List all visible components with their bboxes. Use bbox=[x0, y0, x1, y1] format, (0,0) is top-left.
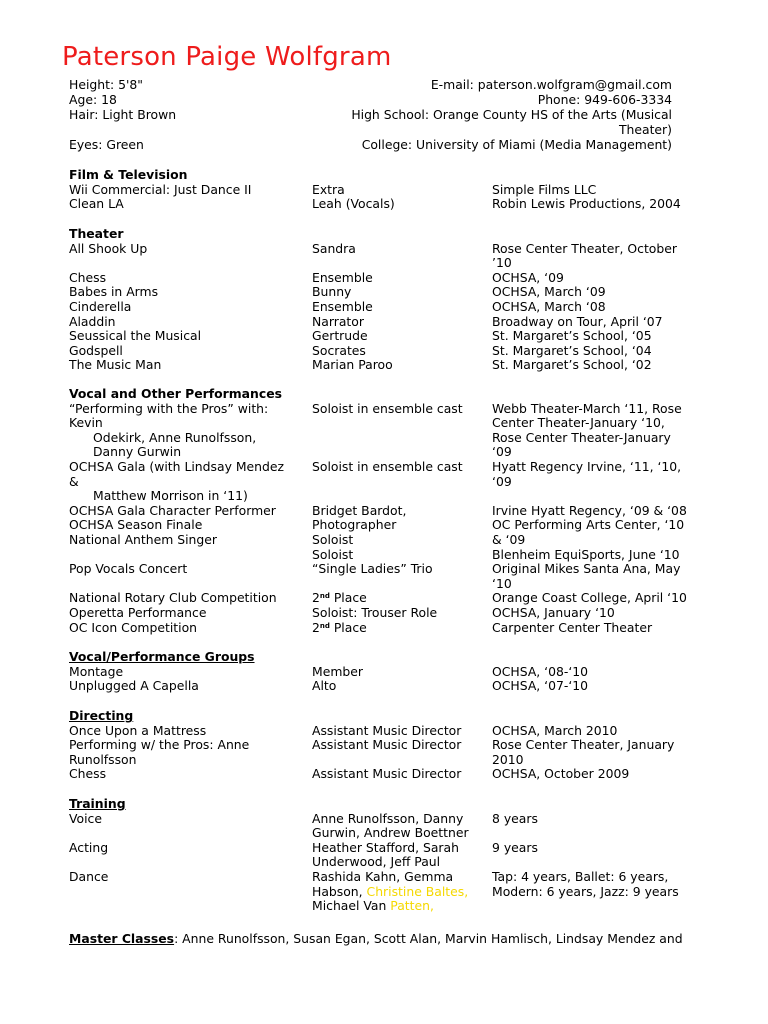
training-heading: Training bbox=[69, 796, 126, 811]
eyes-text: Eyes: Green bbox=[69, 137, 144, 152]
master-classes-label: Master Classes bbox=[69, 931, 175, 946]
training-years: 9 years bbox=[492, 839, 538, 855]
credit-role: Photographer bbox=[312, 517, 397, 533]
training-discipline: Voice bbox=[69, 810, 102, 826]
credit-venue bbox=[492, 242, 692, 271]
credit-title: Chess bbox=[69, 269, 107, 285]
master-classes-text: : Anne Runolfsson, Susan Egan, Scott Alan, Marvin Hamlisch, Lindsay Mendez and bbox=[174, 931, 683, 946]
credit-role: Ensemble bbox=[312, 298, 373, 314]
credit-venue bbox=[492, 402, 692, 460]
credit-title bbox=[69, 402, 312, 460]
credit-row bbox=[69, 665, 709, 680]
master-classes-line bbox=[69, 932, 683, 947]
role-line: Soloist bbox=[312, 531, 354, 547]
credit-title: Pop Vocals Concert bbox=[69, 561, 188, 577]
high-school-text: High School: Orange County HS of the Arts (Musical bbox=[351, 107, 672, 122]
age-text: Age: 18 bbox=[69, 92, 117, 107]
theater-heading: Theater bbox=[69, 226, 124, 241]
training-row bbox=[69, 870, 709, 914]
highlighted-teacher: Patten, bbox=[390, 898, 434, 914]
credit-title: Once Upon a Mattress bbox=[69, 722, 207, 738]
credit-role: Member bbox=[312, 663, 363, 679]
credit-venue: Simple Films LLC bbox=[492, 181, 597, 197]
title-line: Runolfsson bbox=[69, 751, 137, 767]
place-suffix: nd bbox=[319, 621, 330, 630]
venue-line: & ‘09 bbox=[492, 531, 526, 547]
credit-row bbox=[69, 197, 709, 212]
title-line: OCHSA Gala (with Lindsay Mendez bbox=[69, 458, 285, 474]
place-number: 2 bbox=[312, 619, 320, 635]
credit-role: Alto bbox=[312, 678, 337, 694]
venue-line: Center Theater-January ‘10, bbox=[492, 415, 665, 431]
credit-role: Soloist in ensemble cast bbox=[312, 400, 463, 416]
credit-title: National Anthem Singer bbox=[69, 531, 217, 547]
credit-role: Assistant Music Director bbox=[312, 766, 462, 782]
credit-title: OCHSA Gala Character Performer bbox=[69, 502, 276, 518]
credit-role bbox=[312, 621, 492, 636]
credit-venue bbox=[492, 518, 692, 533]
phone-text: Phone: 949-606-3334 bbox=[537, 92, 672, 107]
credit-title: Clean LA bbox=[69, 196, 124, 212]
training-discipline: Acting bbox=[69, 839, 109, 855]
venue-line: ’10 bbox=[492, 255, 512, 271]
teacher-text: Habson, bbox=[312, 883, 367, 899]
credit-title: All Shook Up bbox=[69, 240, 148, 256]
venue-line: Rose Center Theater, January bbox=[492, 737, 675, 753]
credit-role: Extra bbox=[312, 181, 345, 197]
credit-title: Chess bbox=[69, 766, 107, 782]
place-number: 2 bbox=[312, 590, 320, 606]
credit-row bbox=[69, 402, 709, 460]
credit-venue bbox=[492, 562, 692, 591]
credit-row bbox=[69, 344, 709, 359]
credit-role: Bridget Bardot, bbox=[312, 502, 407, 518]
credit-title bbox=[69, 460, 312, 504]
credit-venue bbox=[492, 738, 692, 767]
credit-title: Montage bbox=[69, 663, 124, 679]
title-line: & bbox=[69, 473, 79, 489]
credit-row bbox=[69, 591, 709, 606]
film-heading: Film & Television bbox=[69, 167, 188, 182]
venue-line: ‘09 bbox=[492, 473, 512, 489]
credit-venue: Carpenter Center Theater bbox=[492, 619, 653, 635]
credit-row bbox=[69, 724, 709, 739]
credit-row bbox=[69, 315, 709, 330]
training-row bbox=[69, 812, 709, 841]
venue-line: Original Mikes Santa Ana, May bbox=[492, 561, 681, 577]
credit-role bbox=[312, 533, 492, 562]
credit-row bbox=[69, 533, 709, 562]
high-school-text-cont: Theater) bbox=[618, 122, 672, 137]
credit-title: National Rotary Club Competition bbox=[69, 590, 277, 606]
credit-row bbox=[69, 271, 709, 286]
credit-role: Assistant Music Director bbox=[312, 737, 462, 753]
credit-row bbox=[69, 504, 709, 519]
teacher-line: Anne Runolfsson, Danny bbox=[312, 810, 464, 826]
credit-title: OCHSA Season Finale bbox=[69, 517, 203, 533]
credit-role: Assistant Music Director bbox=[312, 722, 462, 738]
years-line: Modern: 6 years, Jazz: 9 years bbox=[492, 883, 679, 899]
credit-title bbox=[69, 738, 312, 767]
credit-row bbox=[69, 562, 709, 591]
venue-line: 2010 bbox=[492, 751, 524, 767]
credit-role: “Single Ladies” Trio bbox=[312, 561, 433, 577]
credit-title: Godspell bbox=[69, 342, 123, 358]
teacher-line: Rashida Kahn, Gemma bbox=[312, 868, 454, 884]
credit-title: Seussical the Musical bbox=[69, 328, 202, 344]
film-section bbox=[69, 168, 709, 212]
credit-venue: OCHSA, January ‘10 bbox=[492, 604, 615, 620]
credit-title: Operetta Performance bbox=[69, 604, 207, 620]
credit-role: Marian Paroo bbox=[312, 357, 393, 373]
credit-venue: OCHSA, March ‘09 bbox=[492, 284, 606, 300]
credit-title: Aladdin bbox=[69, 313, 116, 329]
credit-venue: OCHSA, ‘07-‘10 bbox=[492, 678, 589, 694]
credit-role: Gertrude bbox=[312, 328, 368, 344]
credit-venue: Irvine Hyatt Regency, ‘09 & ‘08 bbox=[492, 502, 687, 518]
credit-venue: OCHSA, October 2009 bbox=[492, 766, 630, 782]
venue-line: Rose Center Theater-January ‘09 bbox=[492, 429, 671, 460]
teacher-line: Heather Stafford, Sarah bbox=[312, 839, 459, 855]
training-teachers bbox=[312, 841, 492, 870]
resume-name: Paterson Paige Wolfgram bbox=[62, 42, 392, 72]
credit-venue bbox=[492, 533, 692, 562]
credit-venue: OCHSA, March ‘08 bbox=[492, 298, 606, 314]
credit-venue: Robin Lewis Productions, 2004 bbox=[492, 196, 681, 212]
training-discipline: Dance bbox=[69, 868, 109, 884]
directing-heading: Directing bbox=[69, 708, 134, 723]
vocal-heading: Vocal and Other Performances bbox=[69, 386, 282, 401]
email-text: E-mail: paterson.wolfgram@gmail.com bbox=[430, 77, 672, 92]
venue-line: ‘10 bbox=[492, 575, 512, 591]
place-word: Place bbox=[329, 619, 367, 635]
credit-venue: OCHSA, March 2010 bbox=[492, 722, 618, 738]
venue-line: Blenheim EquiSports, June ‘10 bbox=[492, 546, 680, 562]
teacher-line: Underwood, Jeff Paul bbox=[312, 854, 441, 870]
credit-venue: St. Margaret’s School, ‘04 bbox=[492, 342, 652, 358]
highlighted-teacher: Christine Baltes, bbox=[366, 883, 469, 899]
training-years: 8 years bbox=[492, 810, 538, 826]
credit-venue: St. Margaret’s School, ‘02 bbox=[492, 357, 652, 373]
credit-venue: OCHSA, ‘09 bbox=[492, 269, 564, 285]
credit-role: Sandra bbox=[312, 240, 356, 256]
credit-title: Unplugged A Capella bbox=[69, 678, 199, 694]
teacher-line: Gurwin, Andrew Boettner bbox=[312, 825, 469, 841]
credit-role: Narrator bbox=[312, 313, 364, 329]
title-line: “Performing with the Pros” with: bbox=[69, 400, 269, 416]
teacher-text: Michael Van bbox=[312, 898, 391, 914]
teacher-line bbox=[312, 885, 492, 900]
years-line: Tap: 4 years, Ballet: 6 years, bbox=[492, 868, 669, 884]
credit-row bbox=[69, 518, 709, 533]
credit-venue: St. Margaret’s School, ‘05 bbox=[492, 328, 652, 344]
title-line: Matthew Morrison in ‘11) bbox=[93, 488, 248, 504]
credit-role: Ensemble bbox=[312, 269, 373, 285]
credit-title: The Music Man bbox=[69, 357, 162, 373]
credit-row bbox=[69, 285, 709, 300]
place-suffix: nd bbox=[319, 592, 330, 601]
training-years bbox=[492, 870, 692, 914]
credit-title: Babes in Arms bbox=[69, 284, 159, 300]
training-row bbox=[69, 841, 709, 870]
credit-role: Bunny bbox=[312, 284, 352, 300]
credit-title: Wii Commercial: Just Dance II bbox=[69, 181, 252, 197]
vocal-section bbox=[69, 387, 709, 635]
credit-role: Leah (Vocals) bbox=[312, 196, 395, 212]
credit-title: Cinderella bbox=[69, 298, 132, 314]
credit-role: Socrates bbox=[312, 342, 366, 358]
height-text: Height: 5'8" bbox=[69, 77, 143, 92]
credit-row bbox=[69, 329, 709, 344]
title-line: Danny Gurwin bbox=[93, 444, 182, 460]
credit-row bbox=[69, 460, 709, 504]
credit-row bbox=[69, 679, 709, 694]
role-line: Soloist bbox=[312, 546, 354, 562]
credit-row bbox=[69, 242, 709, 271]
theater-section bbox=[69, 227, 709, 373]
venue-line: Webb Theater-March ‘11, Rose bbox=[492, 400, 682, 416]
teacher-line bbox=[312, 899, 492, 914]
place-word: Place bbox=[329, 590, 367, 606]
credit-row bbox=[69, 606, 709, 621]
credit-row bbox=[69, 358, 709, 373]
title-line: Performing w/ the Pros: Anne bbox=[69, 737, 250, 753]
credit-role: Soloist in ensemble cast bbox=[312, 458, 463, 474]
groups-heading: Vocal/Performance Groups bbox=[69, 649, 255, 664]
credit-venue: OCHSA, ‘08-‘10 bbox=[492, 663, 589, 679]
directing-section bbox=[69, 709, 709, 782]
credit-title: OC Icon Competition bbox=[69, 619, 198, 635]
training-teachers bbox=[312, 870, 492, 914]
credit-role: Soloist: Trouser Role bbox=[312, 604, 438, 620]
training-section bbox=[69, 797, 709, 914]
training-teachers bbox=[312, 812, 492, 841]
groups-section bbox=[69, 650, 709, 694]
credit-venue: Broadway on Tour, April ‘07 bbox=[492, 313, 663, 329]
venue-line: OC Performing Arts Center, ‘10 bbox=[492, 517, 685, 533]
venue-line: Hyatt Regency Irvine, ‘11, ‘10, bbox=[492, 458, 682, 474]
credit-row bbox=[69, 738, 709, 767]
credit-role bbox=[312, 591, 492, 606]
credit-row bbox=[69, 767, 709, 782]
credit-row bbox=[69, 300, 709, 315]
college-text: College: University of Miami (Media Management) bbox=[361, 137, 672, 152]
hair-text: Hair: Light Brown bbox=[69, 107, 177, 122]
credit-row bbox=[69, 183, 709, 198]
credit-venue: Orange Coast College, April ‘10 bbox=[492, 590, 687, 606]
title-line: Kevin bbox=[69, 415, 103, 431]
credit-row bbox=[69, 621, 709, 636]
credit-venue bbox=[492, 460, 692, 504]
title-line: Odekirk, Anne Runolfsson, bbox=[93, 429, 257, 445]
venue-line: Rose Center Theater, October bbox=[492, 240, 677, 256]
